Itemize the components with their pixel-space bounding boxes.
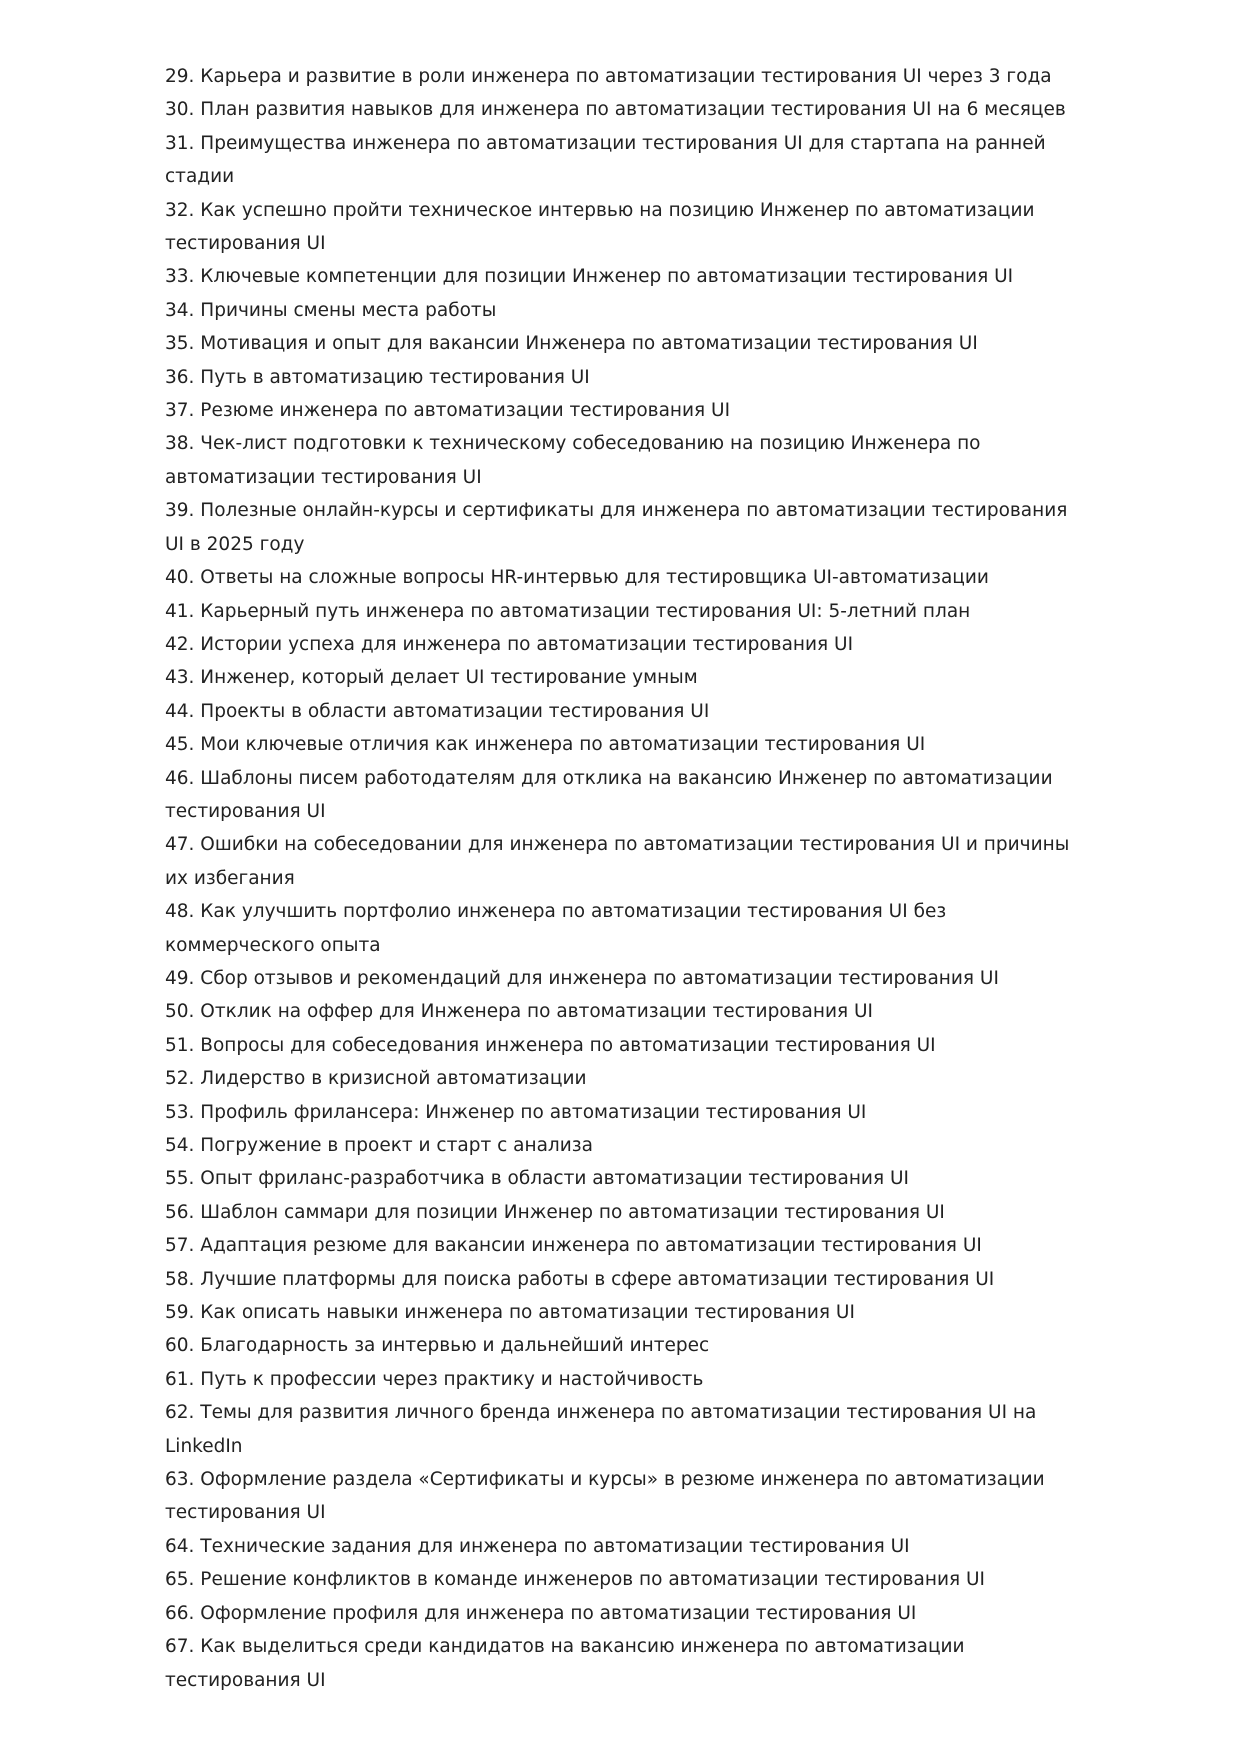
list-item: 35. Мотивация и опыт для вакансии Инженера по автоматизации тестирования UI — [165, 333, 978, 355]
list-item: 45. Мои ключевые отличия как инженера по автоматизации тестирования UI — [165, 734, 926, 756]
list-item: 58. Лучшие платформы для поиска работы в сфере автоматизации тестирования UI — [165, 1268, 995, 1290]
list-item: 47. Ошибки на собеседовании для инженера по автоматизации тестирования UI и причины их избегания — [165, 834, 1070, 889]
list-item: 33. Ключевые компетенции для позиции Инженер по автоматизации тестирования UI — [165, 266, 1014, 288]
list-item: 59. Как описать навыки инженера по автоматизации тестирования UI — [165, 1302, 855, 1324]
list-item: 41. Карьерный путь инженера по автоматизации тестирования UI: 5-летний план — [165, 600, 971, 622]
list-item: 36. Путь в автоматизацию тестирования UI — [165, 366, 590, 388]
document-page — [165, 60, 1085, 1697]
list-item: 50. Отклик на оффер для Инженера по автоматизации тестирования UI — [165, 1001, 874, 1023]
list-item: 67. Как выделиться среди кандидатов на вакансию инженера по автоматизации тестирования UI — [165, 1636, 965, 1691]
list-item: 61. Путь к профессии через практику и настойчивость — [165, 1368, 704, 1390]
list-item: 32. Как успешно пройти техническое интервью на позицию Инженер по автоматизации тестирования UI — [165, 199, 1035, 255]
list-item: 52. Лидерство в кризисной автоматизации — [165, 1068, 587, 1090]
list-item: 66. Оформление профиля для инженера по автоматизации тестирования UI — [165, 1602, 917, 1624]
list-item: 42. Истории успеха для инженера по автоматизации тестирования UI — [165, 633, 854, 655]
list-item: 57. Адаптация резюме для вакансии инженера по автоматизации тестирования UI — [165, 1235, 982, 1257]
list-item: 39. Полезные онлайн-курсы и сертификаты для инженера по автоматизации тестирования UI в 2025 году — [165, 500, 1068, 555]
list-item: 31. Преимущества инженера по автоматизации тестирования UI для стартапа на ранней стадии — [165, 132, 1046, 188]
list-item: 53. Профиль фрилансера: Инженер по автоматизации тестирования UI — [165, 1101, 867, 1123]
list-item: 29. Карьера и развитие в роли инженера по автоматизации тестирования UI через 3 года — [165, 66, 1052, 87]
list-item: 65. Решение конфликтов в команде инженеров по автоматизации тестирования UI — [165, 1569, 986, 1591]
article-list — [165, 60, 1085, 1697]
list-item: 46. Шаблоны писем работодателям для отклика на вакансию Инженер по автоматизации тестирования UI — [165, 767, 1053, 822]
list-item: 37. Резюме инженера по автоматизации тестирования UI — [165, 400, 731, 422]
list-item: 56. Шаблон саммари для позиции Инженер по автоматизации тестирования UI — [165, 1201, 945, 1223]
list-item: 64. Технические задания для инженера по автоматизации тестирования UI — [165, 1535, 910, 1557]
list-item: 49. Сбор отзывов и рекомендаций для инженера по автоматизации тестирования UI — [165, 967, 999, 989]
list-item: 48. Как улучшить портфолио инженера по автоматизации тестирования UI без коммерческого опыта — [165, 901, 947, 956]
list-item: 38. Чек-лист подготовки к техническому собеседованию на позицию Инженера по автоматизации тестирования UI — [165, 433, 981, 488]
list-item: 54. Погружение в проект и старт с анализа — [165, 1135, 593, 1156]
list-item: 34. Причины смены места работы — [165, 299, 497, 321]
list-item: 60. Благодарность за интервью и дальнейший интерес — [165, 1335, 710, 1357]
list-item: 44. Проекты в области автоматизации тестирования UI — [165, 700, 710, 722]
list-item: 51. Вопросы для собеседования инженера по автоматизации тестирования UI — [165, 1034, 936, 1056]
list-item: 55. Опыт фриланс-разработчика в области автоматизации тестирования UI — [165, 1168, 909, 1190]
list-item: 40. Ответы на сложные вопросы HR-интервью для тестировщика UI-автоматизации — [165, 567, 989, 589]
list-item: 30. План развития навыков для инженера по автоматизации тестирования UI на 6 месяцев — [165, 99, 1066, 121]
list-item: 63. Оформление раздела «Сертификаты и курсы» в резюме инженера по автоматизации тестирования UI — [165, 1469, 1045, 1524]
list-item: 43. Инженер, который делает UI тестирование умным — [165, 667, 698, 689]
list-item: 62. Темы для развития личного бренда инженера по автоматизации тестирования UI на LinkedIn — [165, 1402, 1037, 1457]
